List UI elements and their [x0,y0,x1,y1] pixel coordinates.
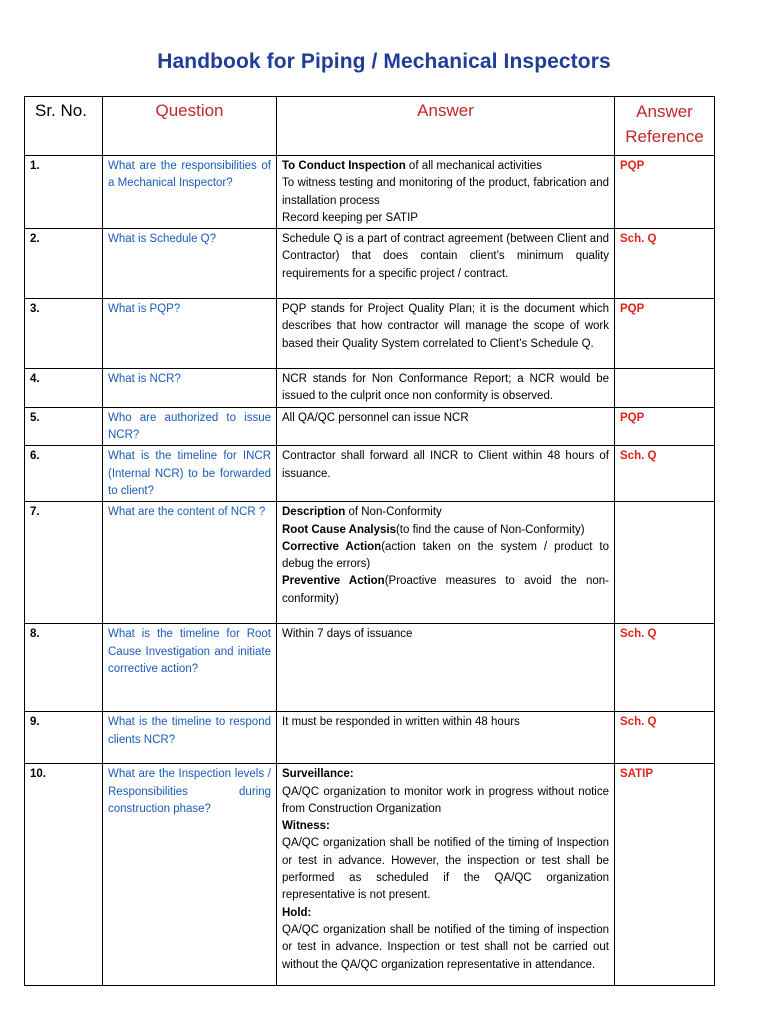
answer-text: Within 7 days of issuance [282,628,413,641]
qa-table [24,96,715,986]
answer-line [282,175,609,210]
answer-text: of Non-Conformity [345,506,442,519]
answer-line [282,158,609,175]
answer-line [282,504,609,521]
answer-term: Hold: [282,906,312,919]
table-row [25,712,715,764]
answer-line [282,301,609,353]
table-row [25,156,715,229]
row-sr-no: 7. [25,502,103,624]
row-question: What is the timeline to respond clients NCR? [103,712,277,764]
page-title: Handbook for Piping / Mechanical Inspectors [157,50,611,73]
answer-line [282,573,609,608]
row-sr-no: 1. [25,156,103,229]
row-answer-reference: Sch. Q [615,229,715,299]
answer-line [282,784,609,819]
answer-text: Contractor shall forward all INCR to Client within 48 hours of issuance. [282,450,609,480]
row-answer-reference: PQP [615,156,715,229]
answer-line [282,922,609,974]
row-question: Who are authorized to issue NCR? [103,407,277,446]
header-sr-no: Sr. No. [25,97,103,156]
row-answer [277,446,615,502]
answer-line [282,766,609,783]
row-sr-no: 6. [25,446,103,502]
table-row [25,624,715,712]
answer-text: NCR stands for Non Conformance Report; a NCR would be issued to the culprit once non conformity is observed. [282,373,609,403]
row-answer-reference [615,502,715,624]
row-answer [277,299,615,369]
row-answer [277,624,615,712]
row-answer-reference [615,369,715,408]
table-row [25,369,715,408]
answer-text: All QA/QC personnel can issue NCR [282,411,469,424]
row-question: What is the timeline for INCR (Internal NCR) to be forwarded to client? [103,446,277,502]
header-answer: Answer [277,97,615,156]
row-answer [277,156,615,229]
answer-term: Witness: [282,820,330,833]
answer-term: To Conduct Inspection [282,160,406,172]
answer-line [282,371,609,406]
answer-text: To witness testing and monitoring of the product, fabrication and installation process [282,177,609,207]
row-question: What are the Inspection levels / Responsibilities during construction phase? [103,764,277,986]
answer-text: Record keeping per SATIP [282,211,418,224]
answer-text: of all mechanical activities [405,160,542,172]
row-answer [277,369,615,408]
row-question: What is Schedule Q? [103,229,277,299]
row-question: What is NCR? [103,369,277,408]
answer-text: (to find the cause of Non-Conformity) [395,523,585,536]
row-answer-reference: PQP [615,299,715,369]
answer-term: Surveillance: [282,768,354,781]
answer-text: QA/QC organization to monitor work in progress without notice from Construction Organization [282,785,609,815]
row-sr-no: 3. [25,299,103,369]
table-header-row [25,97,715,156]
row-answer [277,407,615,446]
answer-text: (Proactive measures to avoid the non-conformity) [282,575,610,605]
answer-term: Root Cause Analysis [282,523,396,536]
header-answer-reference [615,97,715,156]
answer-line [282,714,609,731]
answer-text: (action taken on the system / product to debug the errors) [282,540,610,571]
table-row [25,299,715,369]
answer-line [282,448,609,483]
answer-line [282,522,609,539]
row-answer [277,229,615,299]
answer-term: Description [282,506,346,519]
answer-line [282,231,609,283]
row-question: What are the responsibilities of a Mechanical Inspector? [103,156,277,229]
row-question: What is the timeline for Root Cause Investigation and initiate corrective action? [103,624,277,712]
answer-text: PQP stands for Project Quality Plan; it is the document which describes that how contractor will manage the scope of work based their Quality System correlated to Client’s Schedule Q. [282,303,609,350]
table-row [25,764,715,986]
row-answer-reference: SATIP [615,764,715,986]
table-body [25,156,715,986]
answer-line [282,818,609,835]
row-answer [277,712,615,764]
answer-line [282,210,609,227]
row-answer-reference: Sch. Q [615,624,715,712]
answer-line [282,835,609,904]
answer-line [282,626,609,643]
answer-term: Preventive Action [282,575,385,588]
row-sr-no: 8. [25,624,103,712]
row-answer-reference: PQP [615,407,715,446]
row-sr-no: 9. [25,712,103,764]
table-row [25,407,715,446]
answer-text: Schedule Q is a part of contract agreement (between Client and Contractor) that does contain client’s minimum quality requirements for a specific project / contract. [282,233,609,280]
row-answer-reference: Sch. Q [615,712,715,764]
answer-line [282,905,609,922]
row-sr-no: 2. [25,229,103,299]
table-row [25,229,715,299]
header-ref-line2: Reference [625,127,704,146]
row-question: What are the content of NCR ? [103,502,277,624]
row-answer-reference: Sch. Q [615,446,715,502]
row-sr-no: 4. [25,369,103,408]
row-answer [277,764,615,986]
answer-line [282,539,609,574]
row-sr-no: 10. [25,764,103,986]
answer-line [282,410,609,427]
answer-text: It must be responded in written within 48 hours [282,716,520,729]
table-row [25,446,715,502]
row-question: What is PQP? [103,299,277,369]
header-question: Question [103,97,277,156]
header-ref-line1: Answer [636,102,693,121]
answer-text: QA/QC organization shall be notified of the timing of Inspection or test in advance. However, the inspection or test shall be performed as scheduled if the QA/QC organization representative is not present. [282,837,609,902]
table-row [25,502,715,624]
row-answer [277,502,615,624]
answer-term: Corrective Action [282,540,382,553]
answer-text: QA/QC organization shall be notified of the timing of inspection or test in advance. Inspection or test shall not be carried out without the QA/QC organization representative in attendance. [282,923,609,971]
row-sr-no: 5. [25,407,103,446]
